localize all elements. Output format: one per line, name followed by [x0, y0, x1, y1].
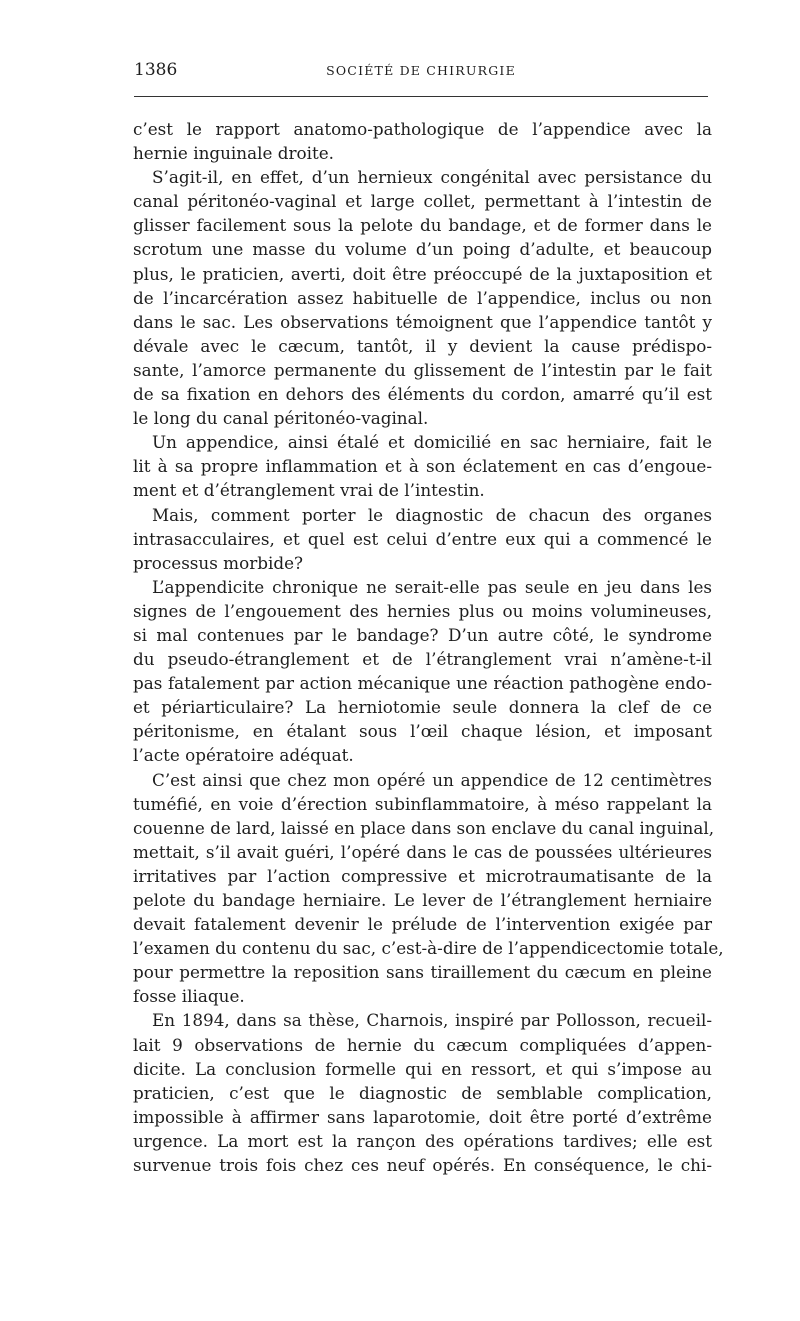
text-line: dans le sac. Les observations témoignent que l’appendice tantôt y [133, 311, 712, 332]
text-line: pelote du bandage herniaire. Le lever de l’étranglement herniaire [133, 890, 712, 910]
text-line: L’appendicite chronique ne serait-elle pas seule en jeu dans les [152, 576, 712, 597]
header-rule [134, 96, 708, 97]
text-line: c’est le rapport anatomo-pathologique de l’appendice avec la [133, 119, 712, 139]
text-line: lit à sa propre inflammation et à son éclatement en cas d’engoue- [133, 456, 712, 477]
text-line: urgence. La mort est la rançon des opérations tardives; elle est [133, 1130, 712, 1151]
text-line: dicite. La conclusion formelle qui en ressort, et qui s’impose au [133, 1058, 712, 1079]
text-line: intrasacculaires, et quel est celui d’entre eux qui a commencé le [133, 528, 712, 549]
text-line: sante, l’amorce permanente du glissement de l’intestin par le fait [133, 359, 712, 380]
text-line: de sa fixation en dehors des éléments du cordon, amarré qu’il est [133, 384, 712, 405]
text-line: irritatives par l’action compressive et microtraumatisante de la [133, 865, 712, 886]
text-line: si mal contenues par le bandage? D’un autre côté, le syndrome [133, 624, 712, 645]
text-line: lait 9 observations de hernie du cæcum compliquées d’appen- [133, 1034, 712, 1055]
text-line: canal péritonéo-vaginal et large collet, permettant à l’intestin de [133, 191, 712, 212]
text-line: couenne de lard, laissé en place dans son enclave du canal inguinal, [133, 817, 715, 838]
text-line: et périarticulaire? La herniotomie seule donnera la clef de ce [133, 697, 712, 718]
body-text [133, 117, 724, 1177]
text-line: survenue trois fois chez ces neuf opérés. En conséquence, le chi- [133, 1155, 712, 1176]
running-head: SOCIÉTÉ DE CHIRURGIE [326, 63, 516, 78]
text-line: tuméfié, en voie d’érection subinflammatoire, à méso rappelant la [133, 793, 712, 814]
text-line: mettait, s’il avait guéri, l’opéré dans le cas de poussées ultérieures [133, 841, 712, 862]
text-line: scrotum une masse du volume d’un poing d’adulte, et beaucoup [133, 239, 712, 260]
text-line: impossible à affirmer sans laparotomie, doit être porté d’extrême [133, 1106, 712, 1127]
page-header [132, 58, 710, 84]
text-line: En 1894, dans sa thèse, Charnois, inspiré par Pollosson, recueil- [152, 1010, 712, 1031]
text-line: le long du canal péritonéo-vaginal. [133, 408, 429, 429]
text-line: devait fatalement devenir le prélude de l’intervention exigée par [133, 914, 712, 935]
text-line: hernie inguinale droite. [133, 143, 334, 164]
text-line: pour permettre la reposition sans tiraillement du cæcum en pleine [133, 962, 712, 983]
text-line: ment et d’étranglement vrai de l’intestin. [133, 480, 485, 501]
text-line: péritonisme, en étalant sous l’œil chaque lésion, et imposant [133, 721, 712, 742]
text-line: praticien, c’est que le diagnostic de semblable complication, [133, 1082, 712, 1103]
text-line: S’agit-il, en effet, d’un hernieux congénital avec persistance du [152, 167, 712, 188]
text-line: l’acte opératoire adéquat. [133, 745, 354, 766]
text-line: signes de l’engouement des hernies plus ou moins volumineuses, [133, 600, 712, 621]
text-line: pas fatalement par action mécanique une réaction pathogène endo- [133, 673, 712, 694]
text-line: du pseudo-étranglement et de l’étranglement vrai n’amène-t-il [133, 649, 712, 670]
text-line: processus morbide? [133, 552, 303, 573]
text-line: fosse iliaque. [133, 986, 245, 1007]
text-line: C’est ainsi que chez mon opéré un appendice de 12 centimètres [152, 769, 712, 790]
text-line: dévale avec le cæcum, tantôt, il y devient la cause prédispo- [133, 335, 712, 356]
text-line: l’examen du contenu du sac, c’est-à-dire de l’appendicectomie totale, [133, 938, 724, 959]
text-line: Mais, comment porter le diagnostic de chacun des organes [152, 504, 712, 525]
text-line: de l’incarcération assez habituelle de l’appendice, inclus ou non [133, 287, 712, 308]
text-line: plus, le praticien, averti, doit être préoccupé de la juxtaposition et [133, 263, 712, 284]
text-line: Un appendice, ainsi étalé et domicilié en sac herniaire, fait le [152, 432, 712, 453]
text-line: glisser facilement sous la pelote du bandage, et de former dans le [133, 215, 712, 236]
page-number: 1386 [134, 60, 178, 80]
